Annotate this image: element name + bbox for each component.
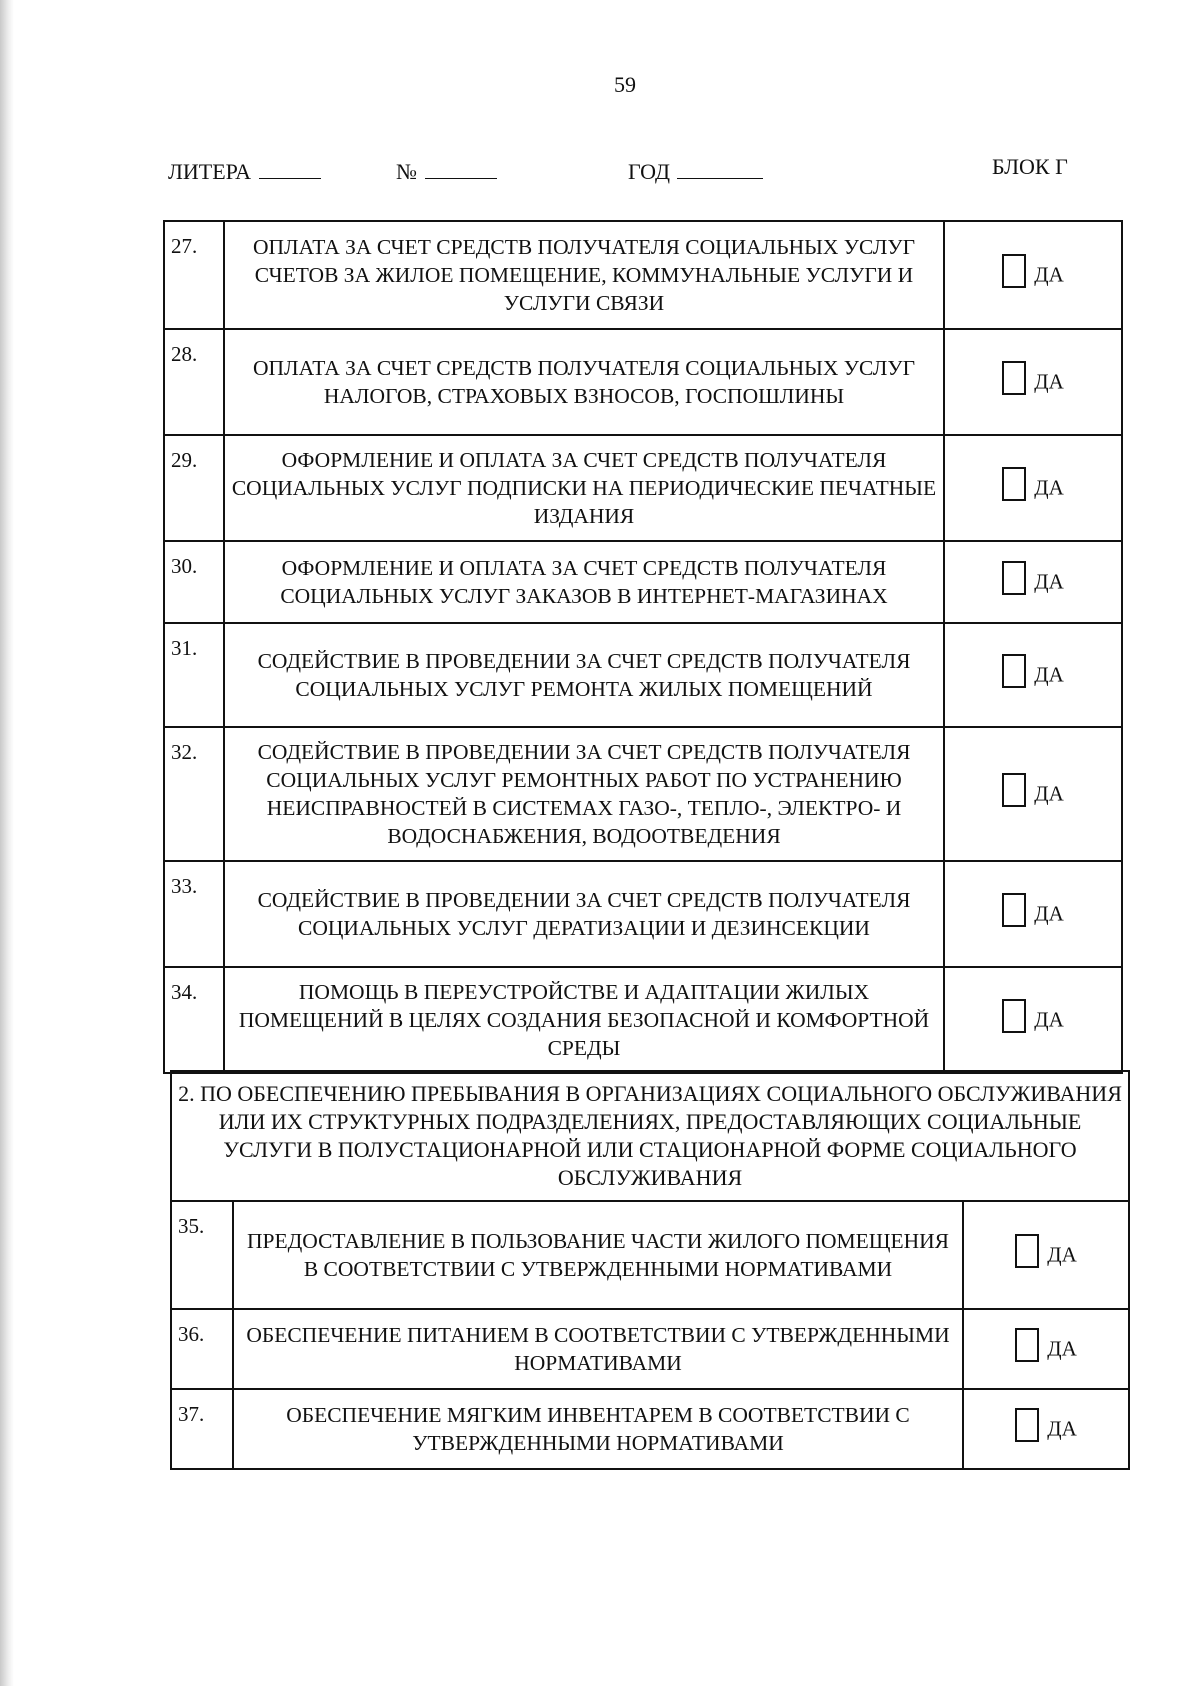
- yes-label: ДА: [1047, 1416, 1077, 1441]
- yes-checkbox[interactable]: [1002, 254, 1026, 288]
- table-row: [171, 1309, 1129, 1389]
- yes-checkbox[interactable]: [1002, 561, 1026, 595]
- services-table-1: [163, 220, 1123, 1074]
- service-text: СОДЕЙСТВИЕ В ПРОВЕДЕНИИ ЗА СЧЕТ СРЕДСТВ ПОЛУЧАТЕЛЯ СОЦИАЛЬНЫХ УСЛУГ РЕМОНТА ЖИЛЫХ ПОМЕЩЕНИЙ: [224, 623, 944, 727]
- row-number: 29.: [164, 435, 224, 541]
- table-row: [164, 435, 1122, 541]
- table-row: [164, 221, 1122, 329]
- row-number: 37.: [171, 1389, 233, 1469]
- scan-edge: [0, 0, 14, 1686]
- service-text: СОДЕЙСТВИЕ В ПРОВЕДЕНИИ ЗА СЧЕТ СРЕДСТВ ПОЛУЧАТЕЛЯ СОЦИАЛЬНЫХ УСЛУГ ДЕРАТИЗАЦИИ И ДЕЗИНСЕКЦИИ: [224, 861, 944, 967]
- yes-checkbox[interactable]: [1015, 1408, 1039, 1442]
- number-input[interactable]: [425, 158, 497, 179]
- row-number: 28.: [164, 329, 224, 435]
- yes-cell: [944, 435, 1122, 541]
- year-label: ГОД: [628, 159, 670, 184]
- yes-cell: [944, 967, 1122, 1073]
- row-number: 30.: [164, 541, 224, 623]
- table-row: [164, 623, 1122, 727]
- row-number: 36.: [171, 1309, 233, 1389]
- section-header-row: [171, 1071, 1129, 1201]
- table-row: [164, 329, 1122, 435]
- row-number: 27.: [164, 221, 224, 329]
- yes-label: ДА: [1034, 369, 1064, 394]
- litera-input[interactable]: [259, 158, 321, 179]
- block-label: БЛОК Г: [992, 154, 1068, 179]
- yes-label: ДА: [1034, 1007, 1064, 1032]
- services-table-2: [170, 1070, 1130, 1470]
- section-2-title: 2. ПО ОБЕСПЕЧЕНИЮ ПРЕБЫВАНИЯ В ОРГАНИЗАЦИЯХ СОЦИАЛЬНОГО ОБСЛУЖИВАНИЯ ИЛИ ИХ СТРУКТУРНЫХ ПОДРАЗДЕЛЕНИЯХ, ПРЕДОСТАВЛЯЮЩИХ СОЦИАЛЬНЫЕ УСЛУГИ В ПОЛУСТАЦИОНАРНОЙ ИЛИ СТАЦИОНАРНОЙ ФОРМЕ СОЦИАЛЬНОГО ОБСЛУЖИВАНИЯ: [171, 1071, 1129, 1201]
- yes-cell: [944, 329, 1122, 435]
- row-number: 31.: [164, 623, 224, 727]
- yes-checkbox[interactable]: [1002, 361, 1026, 395]
- yes-cell: [944, 727, 1122, 861]
- yes-label: ДА: [1034, 662, 1064, 687]
- row-number: 35.: [171, 1201, 233, 1309]
- table-row: [164, 541, 1122, 623]
- service-text: ОФОРМЛЕНИЕ И ОПЛАТА ЗА СЧЕТ СРЕДСТВ ПОЛУЧАТЕЛЯ СОЦИАЛЬНЫХ УСЛУГ ЗАКАЗОВ В ИНТЕРНЕТ-МАГАЗИНАХ: [224, 541, 944, 623]
- table-row: [164, 861, 1122, 967]
- yes-cell: [944, 221, 1122, 329]
- row-number: 32.: [164, 727, 224, 861]
- service-text: СОДЕЙСТВИЕ В ПРОВЕДЕНИИ ЗА СЧЕТ СРЕДСТВ ПОЛУЧАТЕЛЯ СОЦИАЛЬНЫХ УСЛУГ РЕМОНТНЫХ РАБОТ ПО УСТРАНЕНИЮ НЕИСПРАВНОСТЕЙ В СИСТЕМАХ ГАЗО-, ТЕПЛО-, ЭЛЕКТРО- И ВОДОСНАБЖЕНИЯ, ВОДООТВЕДЕНИЯ: [224, 727, 944, 861]
- yes-cell: [944, 541, 1122, 623]
- row-number: 33.: [164, 861, 224, 967]
- litera-label: ЛИТЕРА: [168, 159, 251, 184]
- yes-cell: [963, 1201, 1129, 1309]
- yes-label: ДА: [1047, 1242, 1077, 1267]
- table-row: [164, 967, 1122, 1073]
- service-text: ОБЕСПЕЧЕНИЕ ПИТАНИЕМ В СООТВЕТСТВИИ С УТВЕРЖДЕННЫМИ НОРМАТИВАМИ: [233, 1309, 963, 1389]
- yes-cell: [963, 1389, 1129, 1469]
- yes-checkbox[interactable]: [1002, 654, 1026, 688]
- table-row: [171, 1389, 1129, 1469]
- yes-label: ДА: [1034, 475, 1064, 500]
- yes-checkbox[interactable]: [1015, 1328, 1039, 1362]
- yes-checkbox[interactable]: [1002, 773, 1026, 807]
- year-input[interactable]: [677, 158, 763, 179]
- yes-checkbox[interactable]: [1002, 893, 1026, 927]
- yes-label: ДА: [1034, 569, 1064, 594]
- service-text: ПОМОЩЬ В ПЕРЕУСТРОЙСТВЕ И АДАПТАЦИИ ЖИЛЫХ ПОМЕЩЕНИЙ В ЦЕЛЯХ СОЗДАНИЯ БЕЗОПАСНОЙ И КОМФОРТНОЙ СРЕДЫ: [224, 967, 944, 1073]
- table-row: [171, 1201, 1129, 1309]
- row-number: 34.: [164, 967, 224, 1073]
- number-field: [396, 158, 497, 185]
- year-field: [628, 158, 763, 185]
- service-text: ПРЕДОСТАВЛЕНИЕ В ПОЛЬЗОВАНИЕ ЧАСТИ ЖИЛОГО ПОМЕЩЕНИЯ В СООТВЕТСТВИИ С УТВЕРЖДЕННЫМИ НОРМАТИВАМИ: [233, 1201, 963, 1309]
- yes-label: ДА: [1034, 262, 1064, 287]
- yes-label: ДА: [1047, 1336, 1077, 1361]
- yes-cell: [944, 861, 1122, 967]
- yes-checkbox[interactable]: [1002, 467, 1026, 501]
- yes-checkbox[interactable]: [1015, 1234, 1039, 1268]
- service-text: ОПЛАТА ЗА СЧЕТ СРЕДСТВ ПОЛУЧАТЕЛЯ СОЦИАЛЬНЫХ УСЛУГ СЧЕТОВ ЗА ЖИЛОЕ ПОМЕЩЕНИЕ, КОММУНАЛЬНЫЕ УСЛУГИ И УСЛУГИ СВЯЗИ: [224, 221, 944, 329]
- service-text: ОБЕСПЕЧЕНИЕ МЯГКИМ ИНВЕНТАРЕМ В СООТВЕТСТВИИ С УТВЕРЖДЕННЫМИ НОРМАТИВАМИ: [233, 1389, 963, 1469]
- yes-label: ДА: [1034, 901, 1064, 926]
- yes-cell: [963, 1309, 1129, 1389]
- litera-field: [168, 158, 321, 185]
- number-label: №: [396, 159, 417, 184]
- table-row: [164, 727, 1122, 861]
- yes-checkbox[interactable]: [1002, 999, 1026, 1033]
- yes-cell: [944, 623, 1122, 727]
- page-number: 59: [614, 72, 636, 97]
- service-text: ОФОРМЛЕНИЕ И ОПЛАТА ЗА СЧЕТ СРЕДСТВ ПОЛУЧАТЕЛЯ СОЦИАЛЬНЫХ УСЛУГ ПОДПИСКИ НА ПЕРИОДИЧЕСКИЕ ПЕЧАТНЫЕ ИЗДАНИЯ: [224, 435, 944, 541]
- service-text: ОПЛАТА ЗА СЧЕТ СРЕДСТВ ПОЛУЧАТЕЛЯ СОЦИАЛЬНЫХ УСЛУГ НАЛОГОВ, СТРАХОВЫХ ВЗНОСОВ, ГОСПОШЛИНЫ: [224, 329, 944, 435]
- yes-label: ДА: [1034, 781, 1064, 806]
